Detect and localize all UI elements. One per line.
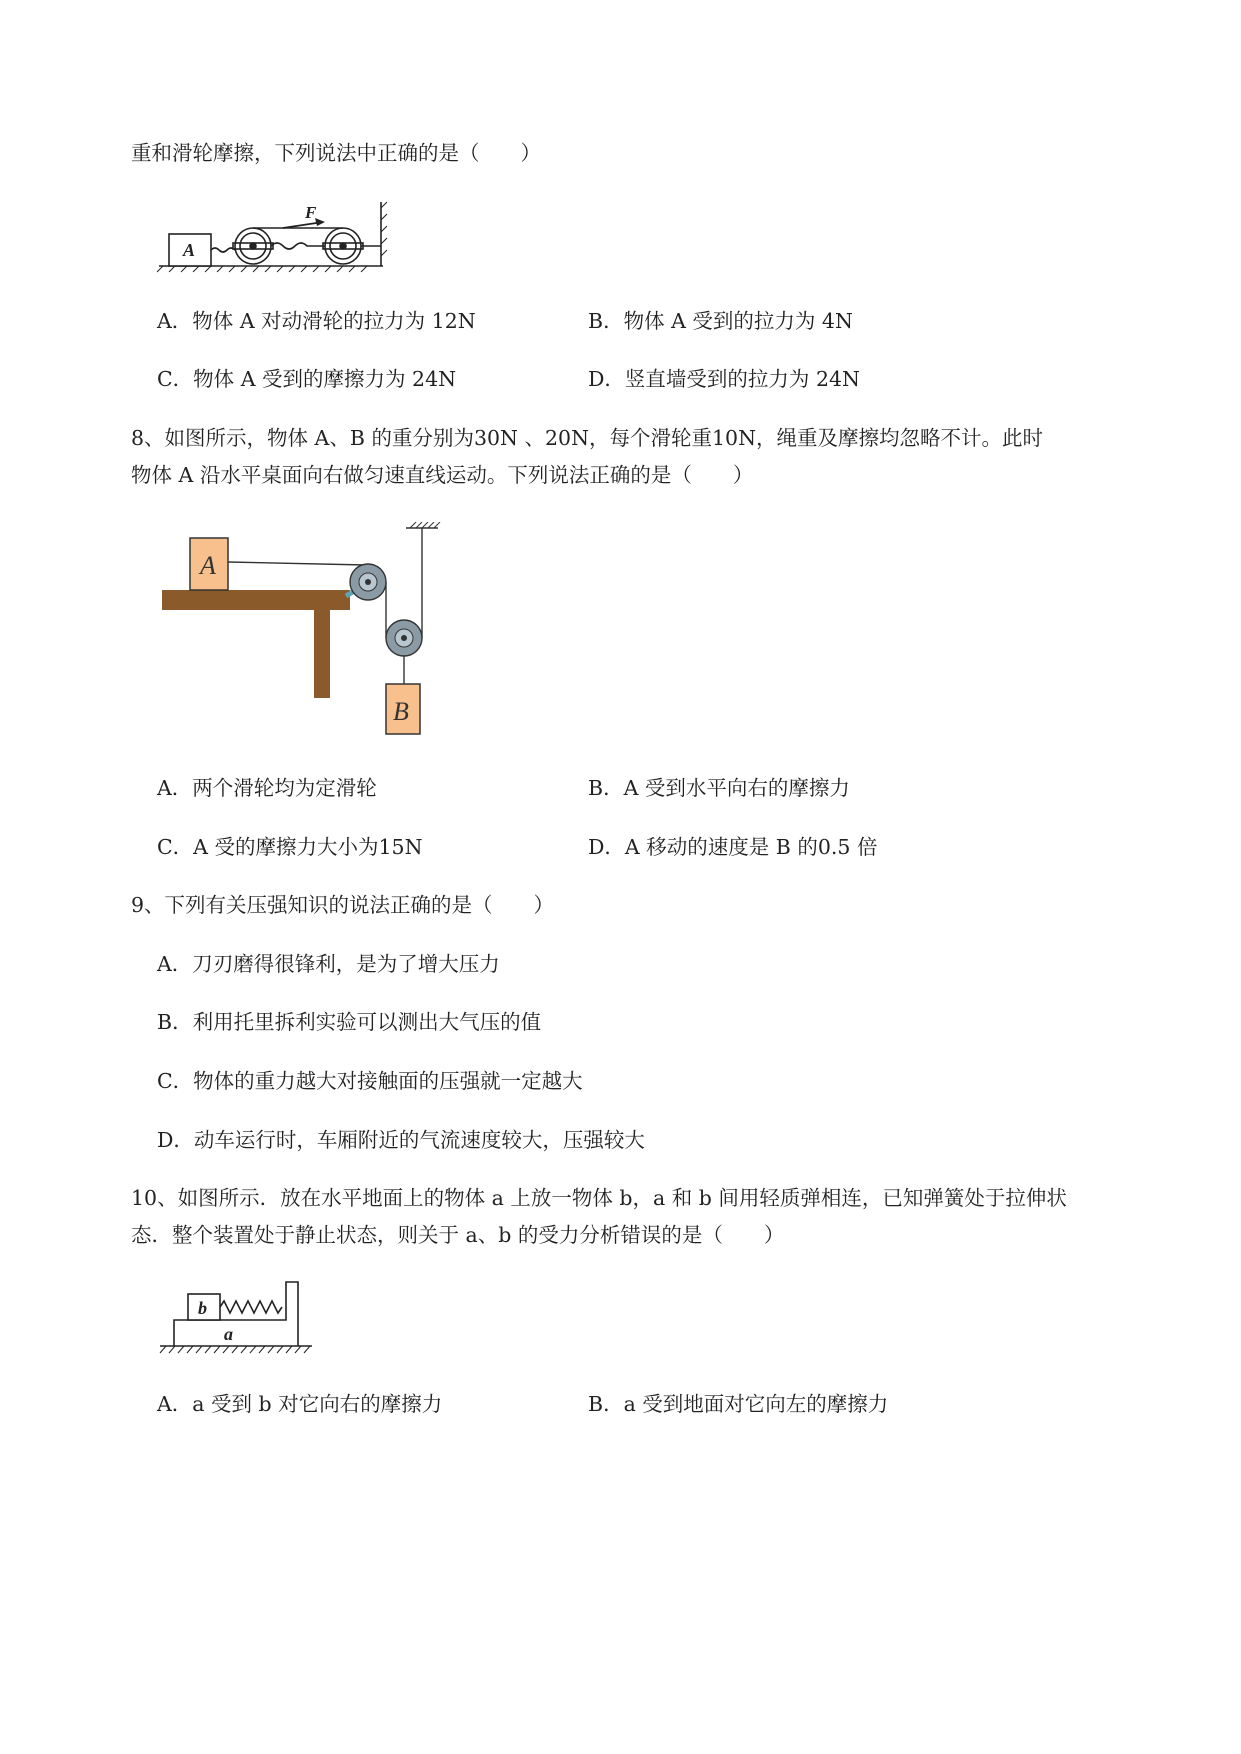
q7-option-b[interactable]: B．物体 A 受到的拉力为 4N xyxy=(588,309,853,333)
q8-option-a[interactable]: A．两个滑轮均为定滑轮 xyxy=(157,776,377,800)
q7-pulley-figure xyxy=(155,198,395,274)
q10-block-a-label: a xyxy=(224,1324,233,1344)
q9-option-c[interactable]: C．物体的重力越大对接触面的压强就一定越大 xyxy=(157,1069,583,1093)
q8-pulley-table-figure xyxy=(160,522,450,742)
q7-option-c[interactable]: C．物体 A 受到的摩擦力为 24N xyxy=(157,367,457,391)
q7-stem-tail: 重和滑轮摩擦，下列说法中正确的是（ ） xyxy=(131,141,541,165)
q8-block-a-label: A xyxy=(200,551,216,580)
q8-stem-line2: 物体 A 沿水平桌面向右做匀速直线运动。下列说法正确的是（ ） xyxy=(131,463,754,487)
q10-spring-figure xyxy=(158,1278,316,1360)
q8-block-b-label: B xyxy=(393,697,409,726)
q10-option-a[interactable]: A．a 受到 b 对它向右的摩擦力 xyxy=(157,1392,443,1416)
q8-option-d[interactable]: D．A 移动的速度是 B 的0.5 倍 xyxy=(588,835,878,859)
q7-block-label: A xyxy=(183,240,196,260)
q9-option-b[interactable]: B．利用托里拆利实验可以测出大气压的值 xyxy=(157,1010,542,1034)
q7-option-a[interactable]: A．物体 A 对动滑轮的拉力为 12N xyxy=(157,309,476,333)
q8-option-b[interactable]: B．A 受到水平向右的摩擦力 xyxy=(588,776,850,800)
q7-force-label: F xyxy=(305,203,317,222)
q10-stem-line1: 10、如图所示．放在水平地面上的物体 a 上放一物体 b，a 和 b 间用轻质弹相连，已知弹簧处于拉伸状 xyxy=(131,1186,1067,1210)
q9-option-d[interactable]: D．动车运行时，车厢附近的气流速度较大，压强较大 xyxy=(157,1128,645,1152)
q9-option-a[interactable]: A．刀刃磨得很锋利，是为了增大压力 xyxy=(157,952,500,976)
q7-option-d[interactable]: D．竖直墙受到的拉力为 24N xyxy=(588,367,860,391)
q10-stem-line2: 态．整个装置处于静止状态，则关于 a、b 的受力分析错误的是（ ） xyxy=(131,1223,785,1247)
q10-block-b-label: b xyxy=(198,1298,207,1318)
q8-option-c[interactable]: C．A 受的摩擦力大小为15N xyxy=(157,835,423,859)
q10-option-b[interactable]: B．a 受到地面对它向左的摩擦力 xyxy=(588,1392,889,1416)
q8-table-leg xyxy=(314,610,330,698)
q9-stem: 9、下列有关压强知识的说法正确的是（ ） xyxy=(131,893,555,917)
q8-table-top xyxy=(162,590,350,610)
q8-stem-line1: 8、如图所示，物体 A、B 的重分别为30N 、20N，每个滑轮重10N，绳重及摩擦均忽略不计。此时 xyxy=(131,426,1044,450)
